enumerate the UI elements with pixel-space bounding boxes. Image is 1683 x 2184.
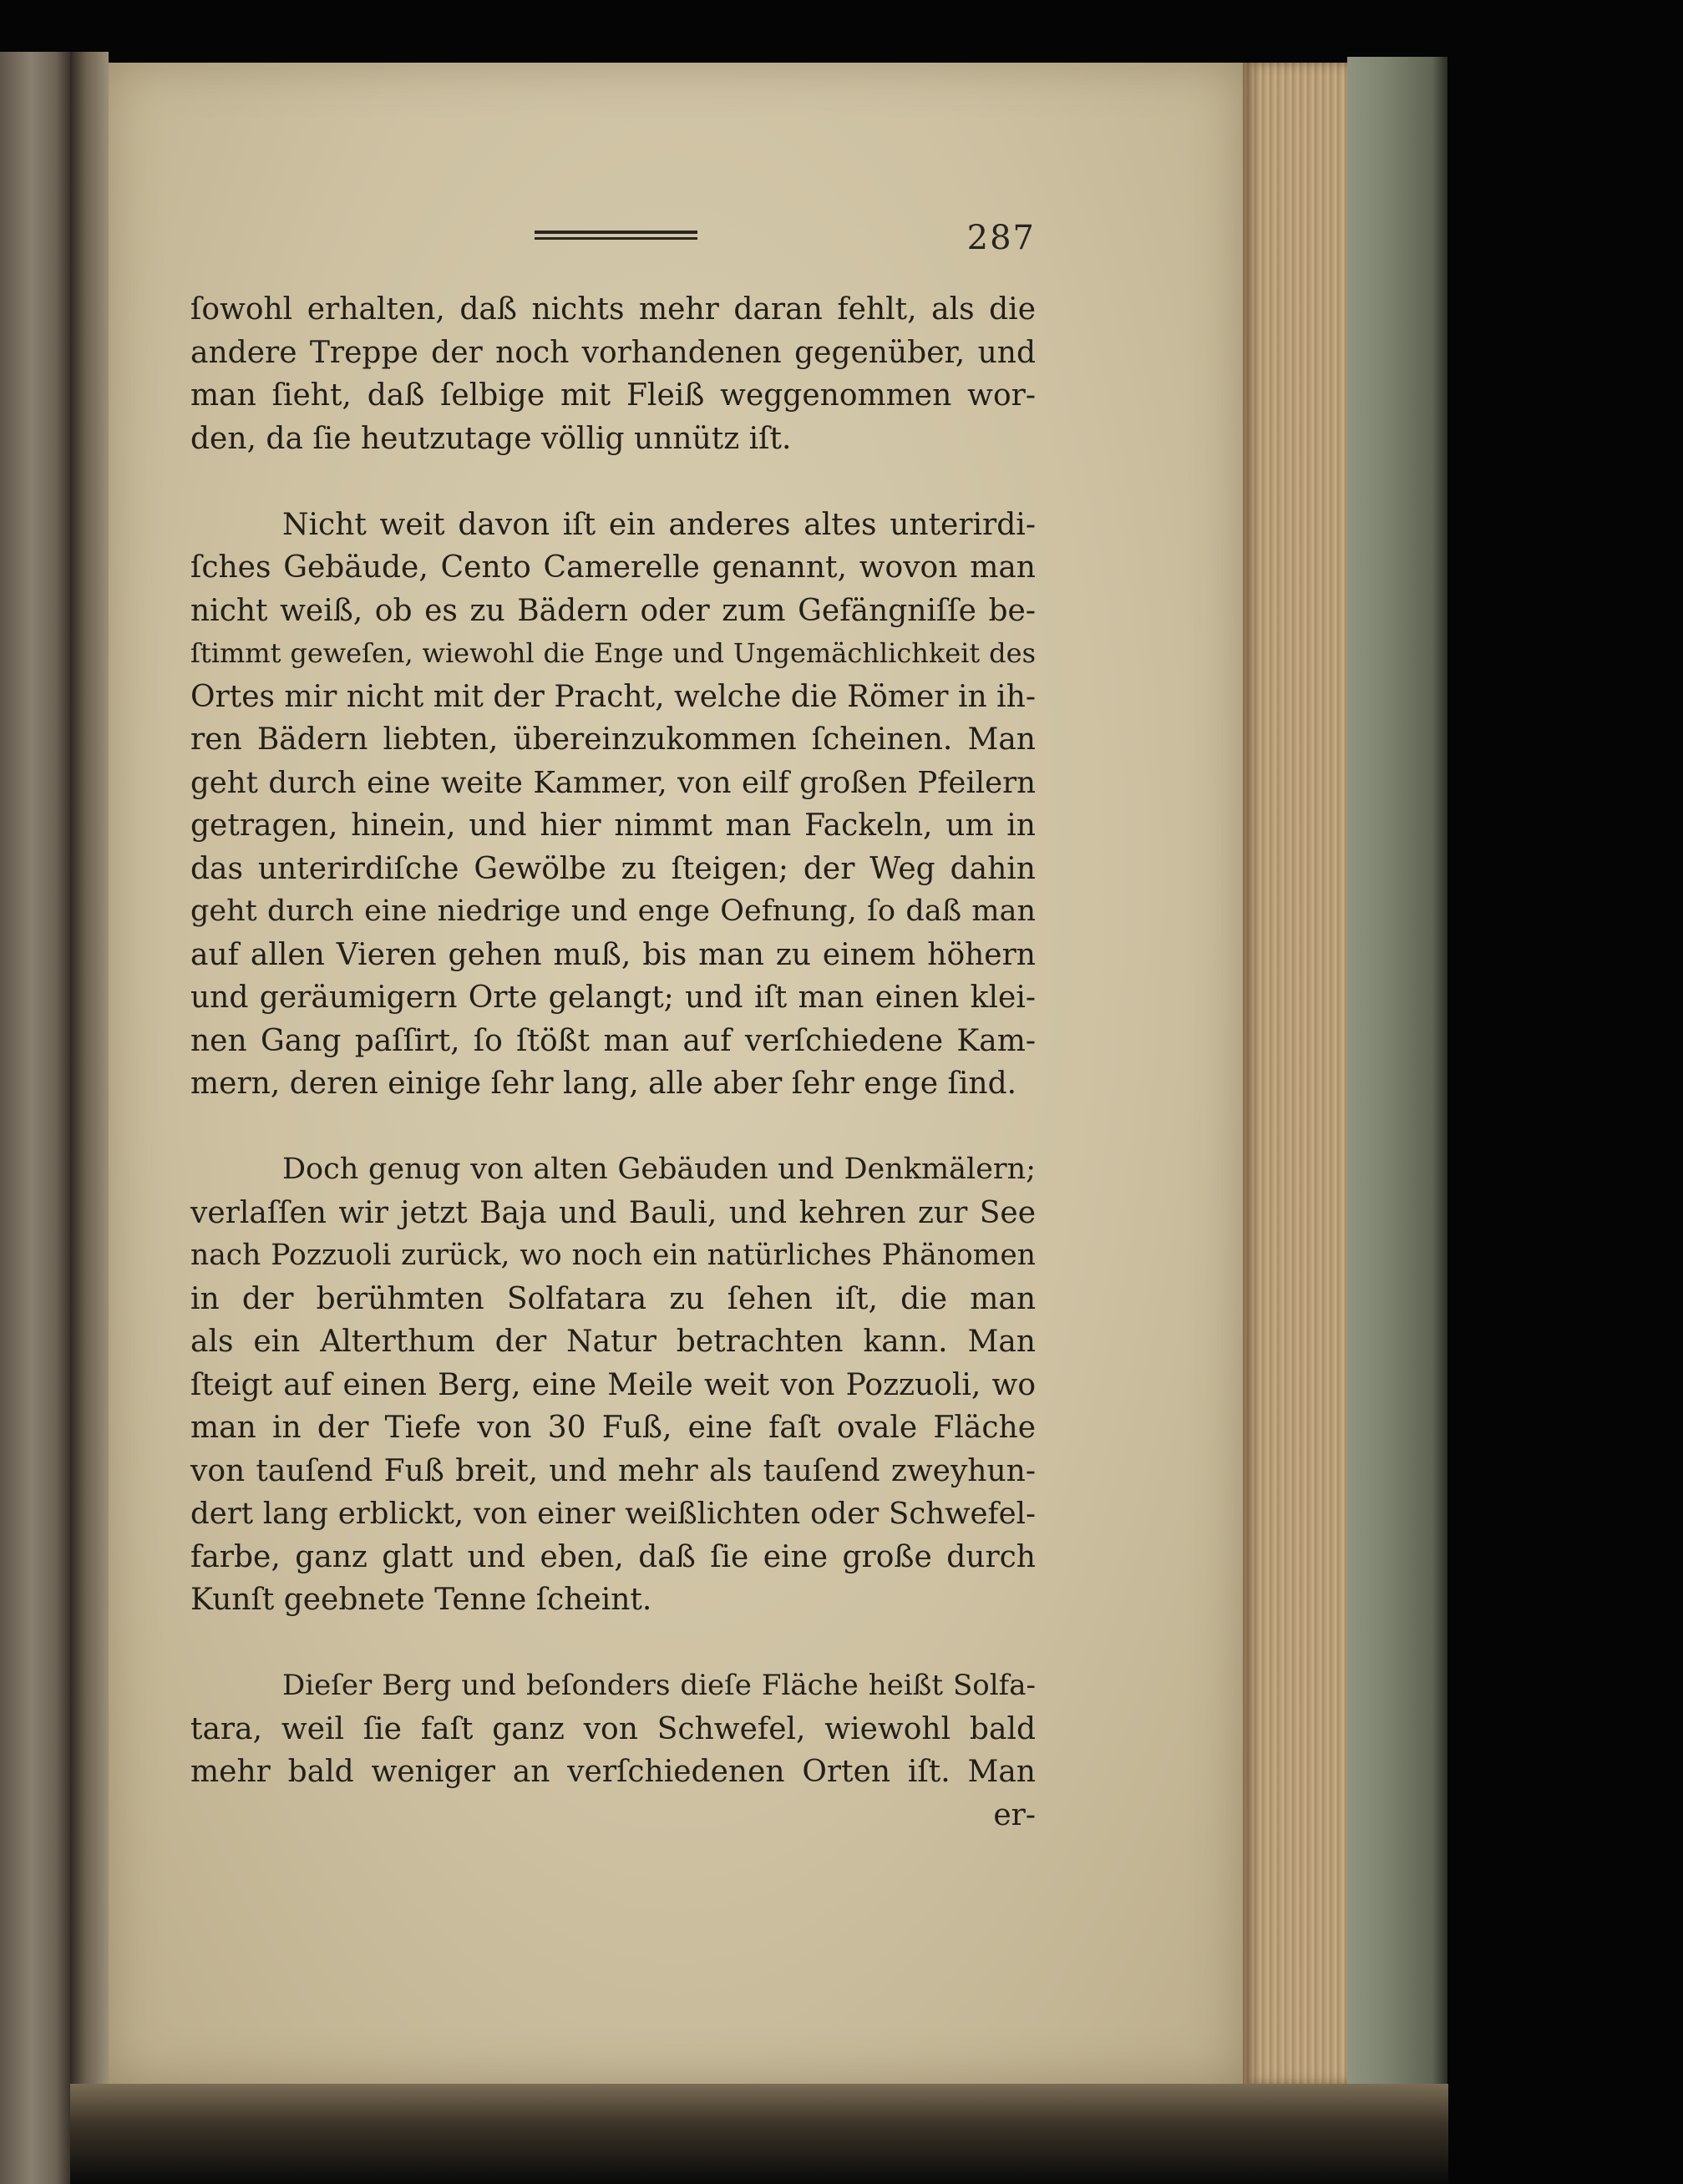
facing-page-edge (0, 52, 70, 2184)
text-line: Dieſer Berg und beſonders dieſe Fläche heißt Solfa‑ (282, 1669, 1036, 1702)
text-line: ſowohl erhalten, daß nichts mehr daran fehlt, als die (190, 292, 1036, 327)
book-gutter (70, 52, 109, 2184)
header-rule (535, 231, 697, 240)
text-line: ſtimmt geweſen, wiewohl die Enge und Ungemächlichkeit des (190, 637, 1036, 669)
text-line: mern, deren einige ſehr lang, alle aber ſehr enge ſind. (190, 1067, 1017, 1101)
page-block-edge (1243, 63, 1347, 2084)
text-line: Doch genug von alten Gebäuden und Denkmälern; (282, 1153, 1036, 1186)
page-number: 287 (966, 219, 1036, 257)
bottom-shadow (70, 2084, 1448, 2184)
text-line: von tauſend Fuß breit, und mehr als tauſend zweyhun‑ (190, 1453, 1036, 1488)
text-line: in der berühmten Solfatara zu ſehen iſt, die man (190, 1281, 1036, 1316)
catchword: er‑ (993, 1797, 1036, 1832)
text-line: und geräumigern Orte gelangt; und iſt man einen klei‑ (190, 981, 1036, 1015)
book-cover-edge (1347, 57, 1447, 2095)
text-line: getragen, hinein, und hier nimmt man Fackeln, um in (190, 808, 1036, 843)
text-line: Ortes mir nicht mit der Pracht, welche die Römer in ih‑ (190, 679, 1036, 714)
text-line: ren Bädern liebten, übereinzukommen ſcheinen. Man (190, 722, 1036, 757)
text-line: dert lang erblickt, von einer weißlichten oder Schwefel‑ (190, 1497, 1036, 1531)
text-line: man in der Tiefe von 30 Fuß, eine faſt ovale Fläche (190, 1411, 1036, 1445)
body-text (190, 288, 1036, 1837)
text-line: Nicht weit davon iſt ein anderes altes unterirdi‑ (282, 507, 1036, 542)
text-line: verlaſſen wir jetzt Baja und Bauli, und kehren zur See (190, 1195, 1036, 1230)
text-line: auf allen Vieren gehen muß, bis man zu einem höhern (190, 937, 1036, 972)
text-line: man ſieht, daß ſelbige mit Fleiß weggenommen wor‑ (190, 378, 1036, 413)
text-line: nicht weiß, ob es zu Bädern oder zum Gefängniſſe be‑ (190, 593, 1036, 628)
text-line: geht durch eine weite Kammer, von eilf großen Pfeilern (190, 765, 1036, 800)
text-line: farbe, ganz glatt und eben, daß ſie eine große durch (190, 1539, 1036, 1574)
text-line: andere Treppe der noch vorhandenen gegenüber, und (190, 335, 1036, 370)
text-line: nen Gang paſſirt, ſo ſtößt man auf verſchiedene Kam‑ (190, 1023, 1036, 1058)
text-line: geht durch eine niedrige und enge Oefnung, ſo daß man (190, 894, 1036, 928)
text-line: Kunſt geebnete Tenne ſcheint. (190, 1583, 652, 1617)
text-line: den, da ſie heutzutage völlig unnütz iſt. (190, 421, 792, 456)
text-line: als ein Alterthum der Natur betrachten kann. Man (190, 1325, 1036, 1359)
text-line: nach Pozzuoli zurück, wo noch ein natürliches Phänomen (190, 1239, 1036, 1272)
text-line: das unterirdiſche Gewölbe zu ſteigen; der Weg dahin (190, 851, 1036, 886)
text-line: ſteigt auf einen Berg, eine Meile weit von Pozzuoli, wo (190, 1367, 1036, 1402)
text-line: tara, weil ſie faſt ganz von Schwefel, wiewohl bald (190, 1711, 1036, 1746)
text-line: ſches Gebäude, Cento Camerelle genannt, wovon man (190, 550, 1036, 585)
text-line: mehr bald weniger an verſchiedenen Orten iſt. Man (190, 1755, 1036, 1789)
